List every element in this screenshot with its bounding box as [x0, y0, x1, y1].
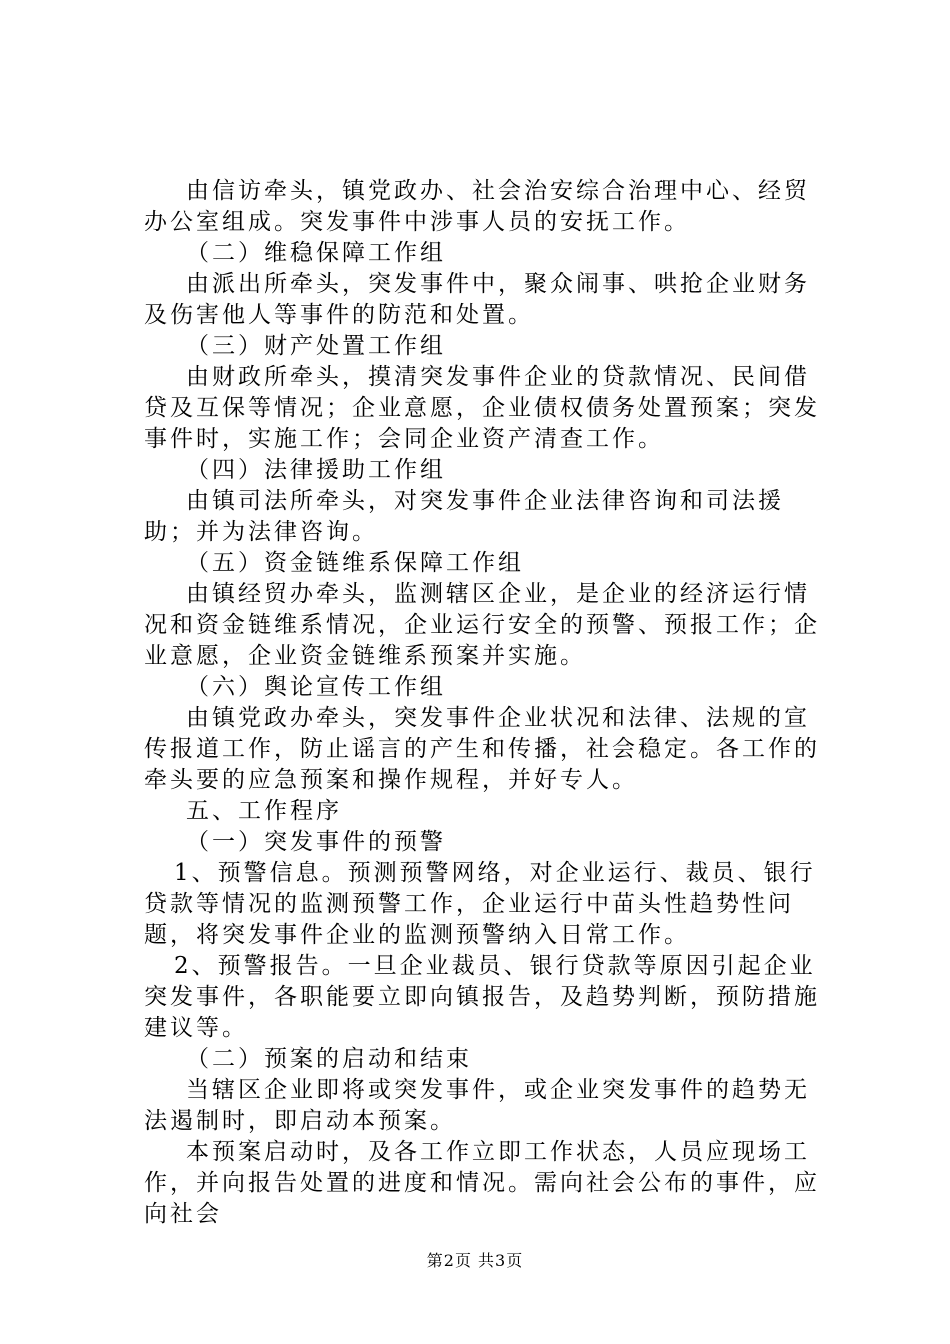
body-paragraph: 由镇党政办牵头，突发事件企业状况和法律、法规的宣传报道工作，防止谣言的产生和传播，社会稳定。各工作的牵头要的应急预案和操作规程，并好专人。 [144, 705, 820, 793]
document-body [144, 176, 834, 1230]
body-paragraph: 当辖区企业即将或突发事件，或企业突发事件的趋势无法遏制时，即启动本预案。 [144, 1077, 810, 1134]
body-paragraph: 由信访牵头，镇党政办、社会治安综合治理中心、经贸办公室组成。突发事件中涉事人员的安抚工作。 [144, 178, 810, 235]
subsection-heading: （二）维稳保障工作组 [186, 240, 446, 266]
subsection-heading: （六）舆论宣传工作组 [186, 674, 446, 700]
body-paragraph: 由派出所牵头，突发事件中，聚众闹事、哄抢企业财务及伤害他人等事件的防范和处置。 [144, 271, 810, 328]
subsection-heading: （二）预案的启动和结束 [186, 1046, 472, 1072]
numbered-item: 1、预警信息。预测预警网络，对企业运行、裁员、银行贷款等情况的监测预警工作，企业运行中苗头性趋势性问题，将突发事件企业的监测预警纳入日常工作。 [144, 860, 816, 948]
subsection-heading: （四）法律援助工作组 [186, 457, 446, 483]
subsection-heading: （五）资金链维系保障工作组 [186, 550, 524, 576]
numbered-item: 2、预警报告。一旦企业裁员、银行贷款等原因引起企业突发事件，各职能要立即向镇报告，及趋势判断，预防措施建议等。 [144, 953, 820, 1041]
body-paragraph: 由财政所牵头，摸清突发事件企业的贷款情况、民间借贷及互保等情况；企业意愿，企业债权债务处置预案；突发事件时，实施工作；会同企业资产清查工作。 [144, 364, 820, 452]
body-paragraph: 本预案启动时，及各工作立即工作状态，人员应现场工作，并向报告处置的进度和情况。需向社会公布的事件，应向社会 [144, 1139, 820, 1227]
section-heading: 五、工作程序 [186, 798, 342, 824]
subsection-heading: （三）财产处置工作组 [186, 333, 446, 359]
subsection-heading: （一）突发事件的预警 [186, 829, 446, 855]
body-paragraph: 由镇司法所牵头，对突发事件企业法律咨询和司法援助；并为法律咨询。 [144, 488, 784, 545]
body-paragraph: 由镇经贸办牵头，监测辖区企业，是企业的经济运行情况和资金链维系情况，企业运行安全的预警、预报工作；企业意愿，企业资金链维系预案并实施。 [144, 581, 820, 669]
page-footer: 第2页 共3页 [426, 1251, 524, 1270]
